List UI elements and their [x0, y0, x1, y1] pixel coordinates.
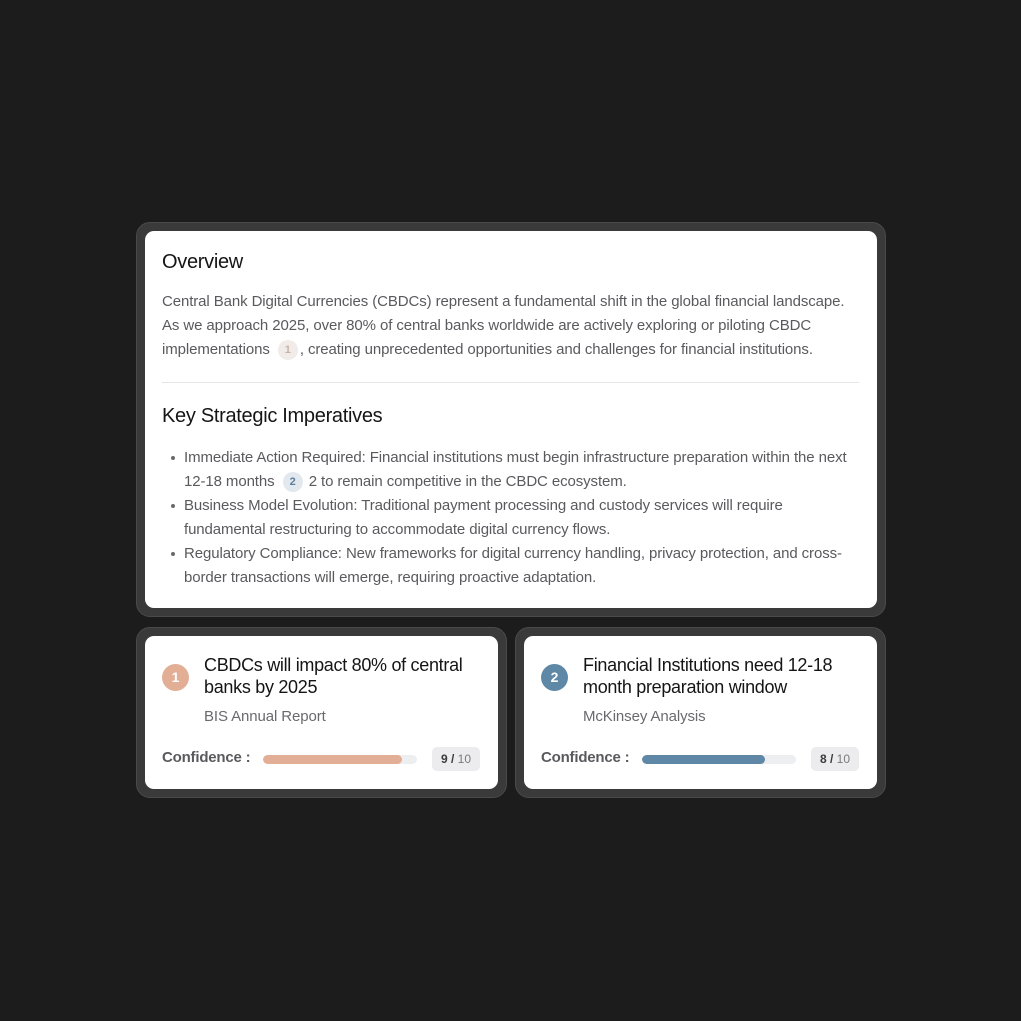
source-title: CBDCs will impact 80% of central banks by 2025 — [204, 655, 463, 697]
confidence-score — [432, 747, 480, 771]
list-item-text-end: 2 to remain competitive in the CBDC ecosystem. — [308, 473, 627, 490]
confidence-score-max: 10 — [457, 752, 471, 766]
citation-badge-2[interactable]: 2 — [283, 472, 303, 492]
confidence-score-value: 9 — [440, 752, 448, 766]
confidence-score-value: 8 — [819, 752, 827, 766]
score-separator: / — [447, 752, 458, 766]
source-origin: BIS Annual Report — [204, 708, 326, 725]
source-origin: McKinsey Analysis — [583, 708, 706, 725]
imperatives-list — [162, 446, 859, 590]
list-item-text: Business Model Evolution: Traditional payment processing and custody services will require fundamental restructuring to accommodate digital currency flows. — [184, 497, 783, 538]
overview-text-end: , creating unprecedented opportunities and challenges for financial institutions. — [299, 341, 813, 358]
overview-heading: Overview — [162, 251, 243, 273]
list-item — [184, 446, 859, 494]
imperatives-heading: Key Strategic Imperatives — [162, 405, 383, 427]
confidence-label: Confidence : — [541, 749, 630, 766]
source-card-1[interactable] — [145, 636, 498, 789]
confidence-bar — [263, 755, 417, 764]
list-item — [184, 542, 859, 590]
source-number-badge: 1 — [162, 664, 189, 691]
score-separator: / — [826, 752, 837, 766]
source-card-2[interactable] — [524, 636, 877, 789]
overview-card — [145, 231, 877, 608]
source-title: Financial Institutions need 12-18 month preparation window — [583, 655, 833, 697]
confidence-label: Confidence : — [162, 749, 251, 766]
section-divider — [162, 382, 859, 383]
overview-paragraph — [162, 290, 859, 362]
source-number-badge: 2 — [541, 664, 568, 691]
confidence-score — [811, 747, 859, 771]
confidence-score-max: 10 — [836, 752, 850, 766]
overview-text: Central Bank Digital Currencies (CBDCs) represent a fundamental shift in the global financial landscape. As we approach 2025, over 80% of central banks worldwide are actively exploring or piloting CBDC implementations — [162, 293, 845, 358]
citation-badge-1[interactable]: 1 — [278, 340, 298, 360]
list-item — [184, 494, 859, 542]
list-item-text: Regulatory Compliance: New frameworks for digital currency handling, privacy protection, and cross-border transactions will emerge, requiring proactive adaptation. — [184, 545, 842, 586]
list-item-text: Immediate Action Required: Financial institutions must begin infrastructure preparation within the next 12-18 months — [184, 449, 847, 490]
confidence-bar-fill — [263, 755, 402, 764]
confidence-bar-fill — [642, 755, 765, 764]
confidence-bar — [642, 755, 796, 764]
